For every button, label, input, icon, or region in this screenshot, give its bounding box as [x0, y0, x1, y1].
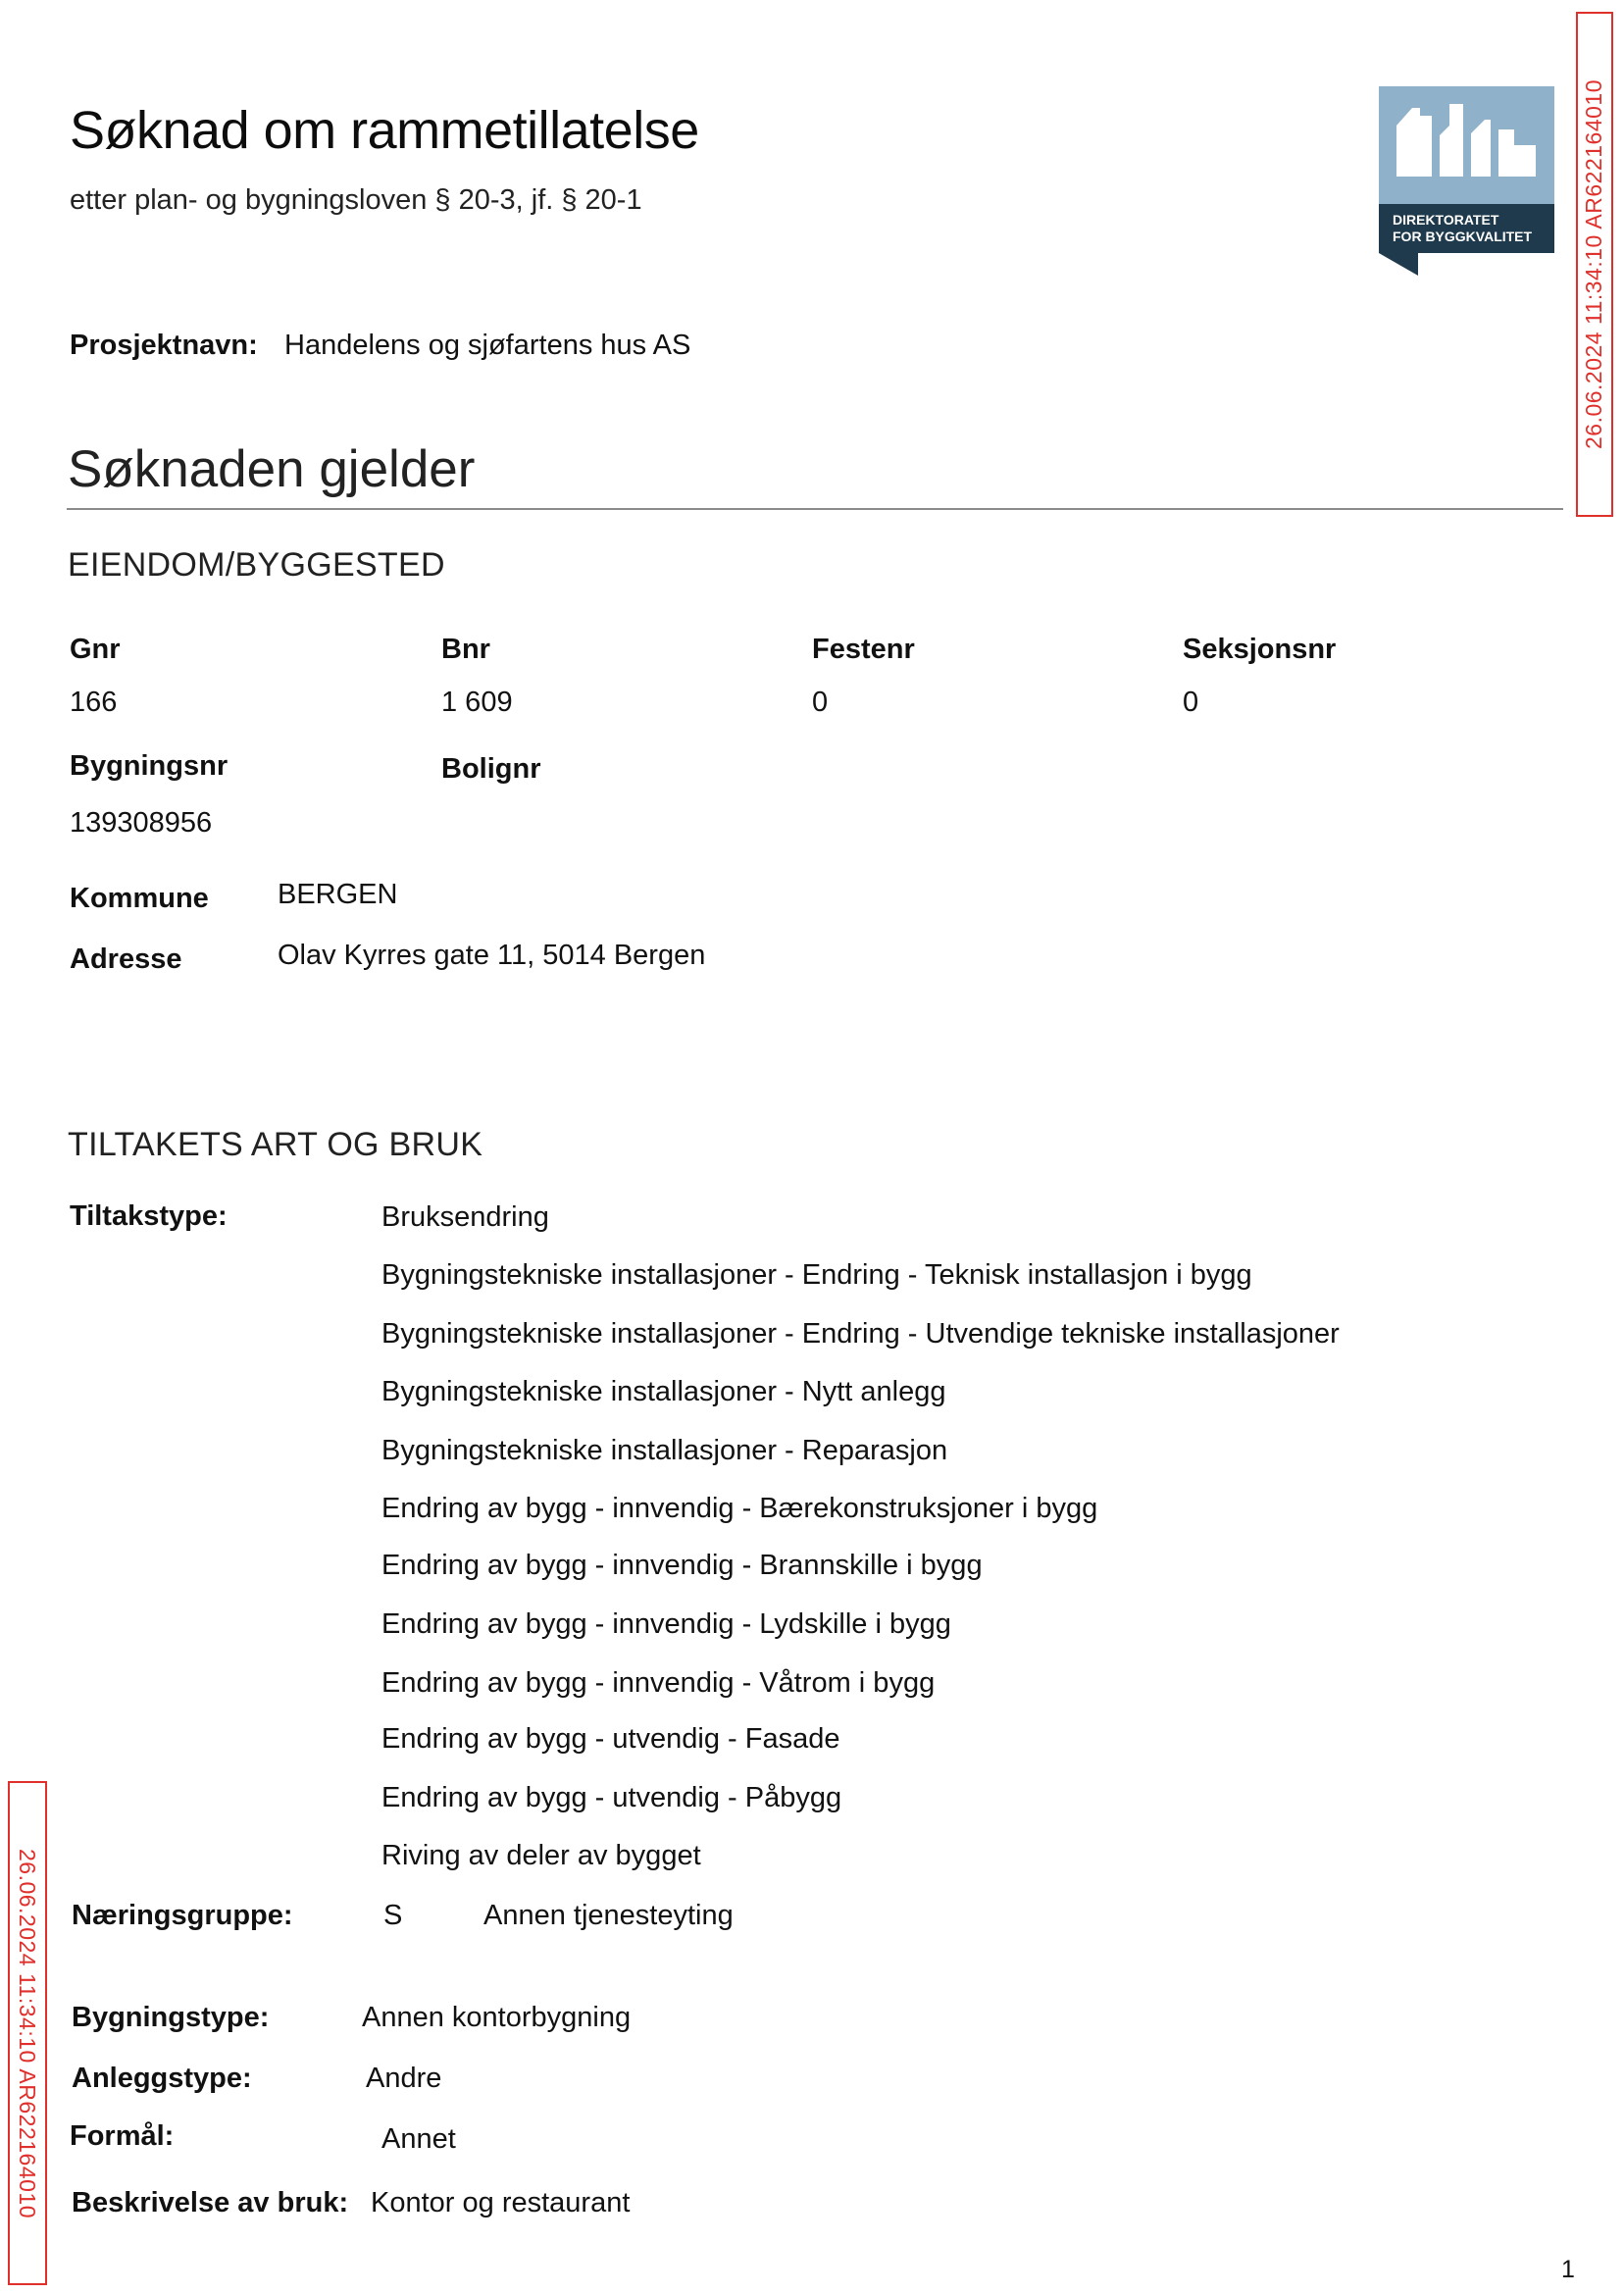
- seksjonsnr-value: 0: [1183, 687, 1199, 718]
- stamp-text: 26.06.2024 11:34:10 AR622164010: [1581, 78, 1607, 450]
- project-name-value: Handelens og sjøfartens hus AS: [284, 330, 691, 361]
- naeringsgruppe-code: S: [383, 1900, 403, 1931]
- section-title: Søknaden gjelder: [68, 440, 476, 498]
- tiltakstype-item: Endring av bygg - utvendig - Fasade: [381, 1723, 840, 1755]
- stamp-text: 26.06.2024 11:34:10 AR622164010: [15, 1848, 41, 2218]
- document-subtitle: etter plan- og bygningsloven § 20-3, jf. § 20-1: [70, 184, 642, 216]
- beskrivelse-value: Kontor og restaurant: [371, 2187, 631, 2218]
- building-logo-icon: [1379, 86, 1554, 276]
- tiltakstype-item: Endring av bygg - innvendig - Bærekonstruksjoner i bygg: [381, 1493, 1098, 1524]
- tiltakstype-label: Tiltakstype:: [70, 1200, 228, 1232]
- logo-text-line1: DIREKTORATET: [1393, 212, 1499, 228]
- bygningsnr-value: 139308956: [70, 807, 213, 839]
- bygningstype-value: Annen kontorbygning: [362, 2002, 632, 2033]
- naeringsgruppe-label: Næringsgruppe:: [72, 1900, 293, 1931]
- tiltakstype-item: Bruksendring: [381, 1201, 549, 1233]
- gnr-value: 166: [70, 687, 118, 718]
- festenr-label: Festenr: [812, 634, 915, 665]
- tiltakstype-item: Riving av deler av bygget: [381, 1840, 701, 1871]
- tiltakstype-item: Endring av bygg - innvendig - Lydskille i bygg: [381, 1608, 951, 1640]
- project-name-label: Prosjektnavn:: [70, 330, 258, 361]
- naeringsgruppe-value: Annen tjenesteyting: [483, 1900, 734, 1931]
- adresse-value: Olav Kyrres gate 11, 5014 Bergen: [278, 940, 706, 971]
- anleggstype-label: Anleggstype:: [72, 2063, 252, 2094]
- anleggstype-value: Andre: [366, 2063, 442, 2094]
- formaal-value: Annet: [381, 2123, 456, 2155]
- measure-heading: TILTAKETS ART OG BRUK: [68, 1126, 483, 1163]
- kommune-label: Kommune: [70, 883, 209, 914]
- bolignr-label: Bolignr: [441, 753, 541, 785]
- tiltakstype-item: Bygningstekniske installasjoner - Endring - Utvendige tekniske installasjoner: [381, 1318, 1340, 1350]
- timestamp-stamp-bottom: [8, 1781, 47, 2285]
- formaal-label: Formål:: [70, 2120, 175, 2152]
- tiltakstype-item: Endring av bygg - utvendig - Påbygg: [381, 1782, 842, 1813]
- tiltakstype-item: Bygningstekniske installasjoner - Reparasjon: [381, 1435, 948, 1466]
- tiltakstype-item: Bygningstekniske installasjoner - Nytt anlegg: [381, 1376, 946, 1407]
- kommune-value: BERGEN: [278, 879, 398, 910]
- beskrivelse-label: Beskrivelse av bruk:: [72, 2187, 349, 2218]
- tiltakstype-item: Endring av bygg - innvendig - Brannskille i bygg: [381, 1550, 983, 1581]
- gnr-label: Gnr: [70, 634, 121, 665]
- festenr-value: 0: [812, 687, 829, 718]
- logo-text-line2: FOR BYGGKVALITET: [1393, 229, 1533, 244]
- section-divider: [67, 508, 1563, 510]
- seksjonsnr-label: Seksjonsnr: [1183, 634, 1337, 665]
- tiltakstype-item: Bygningstekniske installasjoner - Endring - Teknisk installasjon i bygg: [381, 1259, 1252, 1291]
- page-number: 1: [1561, 2256, 1575, 2283]
- bygningsnr-label: Bygningsnr: [70, 750, 228, 782]
- bygningstype-label: Bygningstype:: [72, 2002, 270, 2033]
- property-heading: EIENDOM/BYGGESTED: [68, 546, 445, 584]
- dibk-logo: [1379, 86, 1554, 276]
- tiltakstype-item: Endring av bygg - innvendig - Våtrom i bygg: [381, 1667, 936, 1699]
- bnr-value: 1 609: [441, 687, 513, 718]
- adresse-label: Adresse: [70, 943, 182, 975]
- document-title: Søknad om rammetillatelse: [70, 101, 699, 160]
- timestamp-stamp-top: [1576, 12, 1613, 517]
- bnr-label: Bnr: [441, 634, 490, 665]
